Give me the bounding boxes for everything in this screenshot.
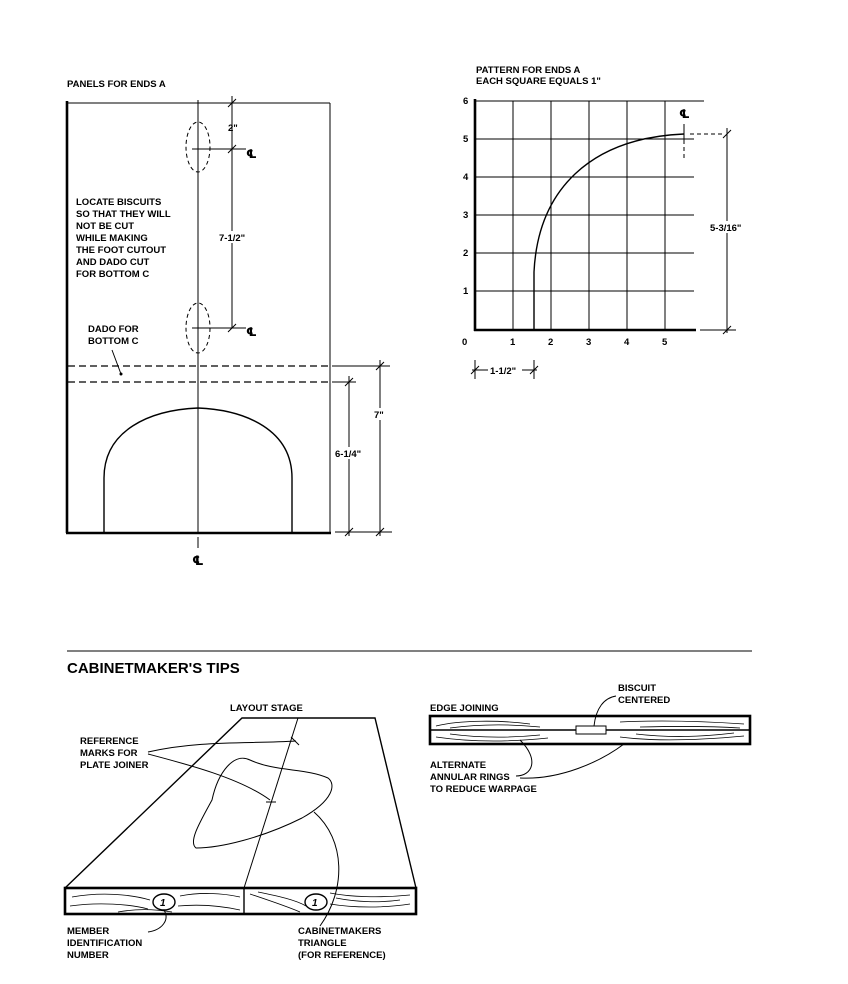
biscuit bbox=[576, 726, 606, 734]
x-tick-label: 5 bbox=[662, 337, 668, 348]
grain-line bbox=[180, 893, 240, 897]
board-seam bbox=[244, 718, 298, 888]
panel-ends-drawing bbox=[66, 79, 392, 568]
dim-5-3-16-label: 5-3/16" bbox=[710, 223, 742, 234]
dado-leader-dot bbox=[120, 373, 123, 376]
pattern-title-line: PATTERN FOR ENDS A bbox=[476, 65, 581, 76]
pattern-title-line: EACH SQUARE EQUALS 1" bbox=[476, 76, 601, 87]
lower-biscuit-cl-symbol: ℄ bbox=[246, 325, 257, 339]
x-tick-label: 4 bbox=[624, 337, 630, 348]
panel-centerline-symbol: ℄ bbox=[192, 553, 204, 568]
dim-7-label: 7" bbox=[374, 410, 384, 421]
edge-joining-title: EDGE JOINING bbox=[430, 703, 499, 714]
panel-title: PANELS FOR ENDS A bbox=[67, 79, 166, 90]
reference-label-line: REFERENCE bbox=[80, 736, 139, 747]
biscuit-leader bbox=[594, 696, 616, 726]
member-label-line: IDENTIFICATION bbox=[67, 938, 143, 949]
y-tick-label: 3 bbox=[463, 210, 469, 221]
triangle-label-line: (FOR REFERENCE) bbox=[298, 950, 386, 961]
note-line: FOR BOTTOM C bbox=[76, 269, 150, 280]
biscuit-label-line: CENTERED bbox=[618, 695, 671, 706]
x-tick-label: 2 bbox=[548, 337, 554, 348]
board-front-face bbox=[65, 888, 416, 914]
note-line: NOT BE CUT bbox=[76, 221, 135, 232]
reference-label-line: PLATE JOINER bbox=[80, 760, 149, 771]
pattern-curve bbox=[534, 134, 684, 330]
note-line: SO THAT THEY WILL bbox=[76, 209, 171, 220]
note-line: THE FOOT CUTOUT bbox=[76, 245, 167, 256]
grain-line bbox=[640, 726, 740, 728]
layout-stage-drawing bbox=[65, 703, 416, 961]
grain-line bbox=[330, 893, 410, 897]
triangle-label-line: TRIANGLE bbox=[298, 938, 347, 949]
grain-line bbox=[72, 894, 150, 900]
cabinetmakers-triangle bbox=[193, 758, 332, 848]
note-line: WHILE MAKING bbox=[76, 233, 148, 244]
dim-2-label: 2" bbox=[228, 123, 238, 134]
alternate-leader-left bbox=[516, 740, 532, 776]
alternate-leader-right bbox=[520, 744, 624, 778]
x-tick-label: 0 bbox=[462, 337, 468, 348]
member-label-line: NUMBER bbox=[67, 950, 109, 961]
grain-line bbox=[330, 904, 410, 907]
member-number-right: 1 bbox=[312, 898, 318, 909]
triangle-label-line: CABINETMAKERS bbox=[298, 926, 382, 937]
tips-heading: CABINETMAKER'S TIPS bbox=[67, 660, 240, 677]
triangle-leader bbox=[314, 812, 339, 926]
x-tick-label: 3 bbox=[586, 337, 592, 348]
dado-label-line: DADO FOR bbox=[88, 324, 139, 335]
reference-label-line: MARKS FOR bbox=[80, 748, 138, 759]
grain-line bbox=[620, 721, 744, 724]
edge-joining-drawing bbox=[430, 683, 750, 795]
y-tick-label: 6 bbox=[463, 96, 469, 107]
note-line: AND DADO CUT bbox=[76, 257, 150, 268]
grain-line bbox=[70, 904, 148, 909]
y-tick-label: 5 bbox=[463, 134, 469, 145]
grain-line bbox=[250, 894, 300, 912]
y-tick-label: 4 bbox=[463, 172, 469, 183]
grain-line bbox=[178, 905, 240, 910]
dim-7-1-2-label: 7-1/2" bbox=[219, 233, 246, 244]
alternate-label-line: ALTERNATE bbox=[430, 760, 487, 771]
note-line: LOCATE BISCUITS bbox=[76, 197, 162, 208]
alternate-label-line: ANNULAR RINGS bbox=[430, 772, 510, 783]
member-number-left: 1 bbox=[160, 898, 166, 909]
grain-left bbox=[70, 893, 240, 912]
y-tick-label: 2 bbox=[463, 248, 469, 259]
member-label-line: MEMBER bbox=[67, 926, 110, 937]
grain-line bbox=[436, 737, 548, 741]
upper-biscuit-cl-symbol: ℄ bbox=[246, 147, 257, 161]
pattern-grid-drawing bbox=[462, 65, 753, 379]
alternate-label-line: TO REDUCE WARPAGE bbox=[430, 784, 537, 795]
grain-line bbox=[336, 898, 400, 902]
grain-line bbox=[450, 725, 540, 728]
dado-leader bbox=[112, 350, 121, 374]
dim-6-1-4-label: 6-1/4" bbox=[335, 449, 362, 460]
grain-line bbox=[636, 733, 734, 737]
dim-1-1-2-label: 1-1/2" bbox=[490, 366, 517, 377]
x-tick-label: 1 bbox=[510, 337, 516, 348]
grain-line bbox=[450, 734, 540, 737]
y-tick-label: 1 bbox=[463, 286, 469, 297]
dado-label-line: BOTTOM C bbox=[88, 336, 139, 347]
layout-stage-title: LAYOUT STAGE bbox=[230, 703, 303, 714]
pattern-centerline-symbol: ℄ bbox=[679, 107, 690, 121]
biscuit-note bbox=[76, 197, 171, 280]
reference-leader-top bbox=[148, 741, 296, 752]
biscuit-label-line: BISCUIT bbox=[618, 683, 656, 694]
